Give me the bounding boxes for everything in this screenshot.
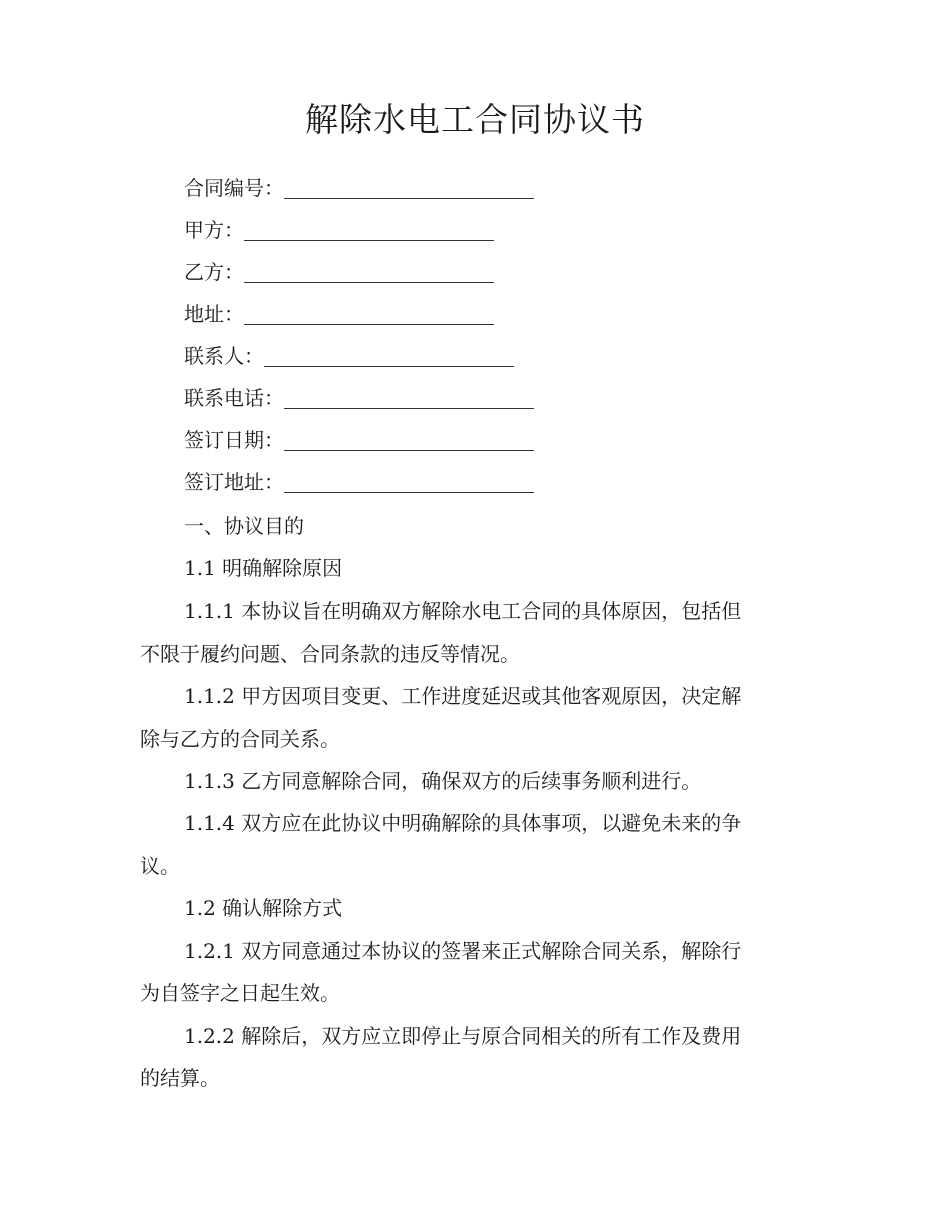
field-label: 签订地址： (184, 470, 284, 494)
field-label: 签订日期： (184, 428, 284, 452)
section-heading: 一、协议目的 (184, 514, 304, 538)
blank-line (244, 323, 494, 325)
field-label: 乙方： (184, 260, 244, 284)
paragraph-line: 1.2.1 双方同意通过本协议的签署来正式解除合同关系，解除行 (184, 939, 742, 963)
paragraph-line: 1.2.2 解除后，双方应立即停止与原合同相关的所有工作及费用 (184, 1024, 742, 1048)
subsection-heading: 1.2 确认解除方式 (184, 896, 343, 920)
paragraph-line: 1.1.2 甲方因项目变更、工作进度延迟或其他客观原因，决定解 (184, 684, 742, 708)
field-party-a (184, 215, 494, 245)
blank-line (244, 239, 494, 241)
blank-line (284, 407, 534, 409)
blank-line (244, 281, 494, 283)
paragraph-line: 不限于履约问题、合同条款的违反等情况。 (140, 642, 520, 666)
paragraph-line: 议。 (140, 854, 180, 878)
blank-line (264, 365, 514, 367)
blank-line (284, 449, 534, 451)
field-signing-place (184, 467, 534, 497)
paragraph-line: 1.1.3 乙方同意解除合同，确保双方的后续事务顺利进行。 (184, 769, 702, 793)
subsection-heading: 1.1 明确解除原因 (184, 556, 343, 580)
field-contract-number (184, 173, 534, 203)
paragraph-line: 为自签字之日起生效。 (140, 981, 340, 1005)
field-contact-phone (184, 383, 534, 413)
field-label: 甲方： (184, 218, 244, 242)
field-contact-person (184, 341, 514, 371)
blank-line (284, 491, 534, 493)
document-title: 解除水电工合同协议书 (305, 100, 645, 139)
blank-line (284, 197, 534, 199)
field-party-b (184, 257, 494, 287)
paragraph-line: 的结算。 (140, 1066, 220, 1090)
field-label: 联系人： (184, 344, 264, 368)
field-signing-date (184, 425, 534, 455)
field-label: 合同编号： (184, 176, 284, 200)
field-label: 联系电话： (184, 386, 284, 410)
paragraph-line: 1.1.4 双方应在此协议中明确解除的具体事项，以避免未来的争 (184, 811, 742, 835)
paragraph-line: 除与乙方的合同关系。 (140, 727, 340, 751)
field-address (184, 299, 494, 329)
paragraph-line: 1.1.1 本协议旨在明确双方解除水电工合同的具体原因，包括但 (184, 599, 742, 623)
field-label: 地址： (184, 302, 244, 326)
